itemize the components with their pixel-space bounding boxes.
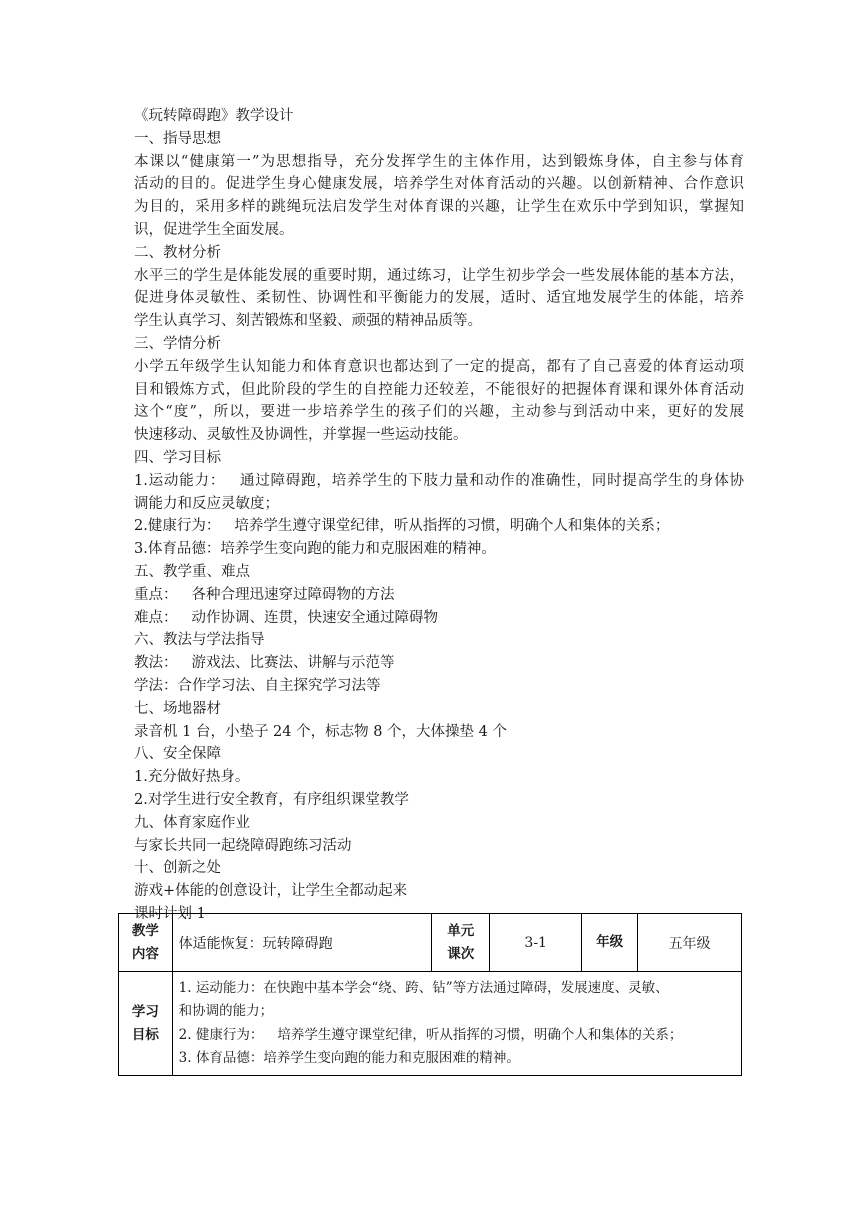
paragraph-row: 这个“度”，所以，要进一步培养学生的孩子们的兴趣，主动参与到活动中来，更好的发展: [134, 404, 744, 421]
teaching-method-text: 游戏法、比赛法、讲解与示范等: [191, 655, 395, 672]
teaching-method: [134, 652, 744, 675]
section-heading-equipment: 七、场地器材: [134, 700, 221, 717]
content-value-cell: 体适能恢复：玩转障碍跑: [172, 914, 432, 972]
innovation-text: 游戏+体能的创意设计，让学生全都动起来: [134, 883, 408, 900]
document-body: [134, 105, 744, 926]
doc-title: 《玩转障碍跑》教学设计: [134, 108, 294, 124]
unit-value-cell: 3-1: [490, 914, 582, 972]
goal-content-cell: [172, 972, 741, 1076]
difficulty-point: [134, 607, 744, 630]
grade-label-cell: 年级: [582, 914, 638, 972]
goal-text: 培养学生遵守课堂纪律，听从指挥的习惯，明确个人和集体的关系；: [234, 518, 670, 535]
learning-method: 学法：合作学习法、自主探究学习法等: [134, 677, 381, 694]
key-point-label: 重点：: [134, 586, 178, 603]
paragraph-row: 本课以“健康第一”为思想指导，充分发挥学生的主体作用，达到锻炼身体，自主参与体育: [134, 153, 744, 170]
paragraph-row: 活动的目的。促进学生身心健康发展，培养学生对体育活动的兴趣。以创新精神、合作意识: [134, 176, 744, 193]
goal-item-3: 3.体育品德：培养学生变向跑的能力和克服困难的精神。: [134, 541, 496, 558]
section-heading-learning-goals: 四、学习目标: [134, 449, 221, 466]
section-heading-innovation: 十、创新之处: [134, 860, 221, 877]
goal-line: 3. 体育品德：培养学生变向跑的能力和克服困难的精神。: [178, 1050, 520, 1066]
paragraph-row: 调能力和反应灵敏度；: [134, 495, 279, 512]
paragraph-row: 学生认真学习、刻苦锻炼和坚毅、顽强的精神品质等。: [134, 313, 482, 330]
section-heading-student-analysis: 三、学情分析: [134, 335, 221, 352]
goal-line: [179, 1024, 735, 1048]
paragraph-row: 促进身体灵敏性、柔韧性、协调性和平衡能力的发展，适时、适宜地发展学生的体能，培养: [134, 290, 744, 307]
paragraph-row: 为目的，采用多样的跳绳玩法启发学生对体育课的兴趣，让学生在欢乐中学到知识，掌握知: [134, 199, 744, 216]
safety-item-2: 2.对学生进行安全教育，有序组织课堂教学: [134, 791, 409, 808]
unit-label-line: 课次: [447, 945, 475, 962]
goal-line: 和协调的能力；: [178, 1003, 274, 1019]
section-heading-material-analysis: 二、教材分析: [134, 244, 221, 261]
difficulty-text: 动作协调、连贯，快速安全通过障碍物: [191, 609, 438, 626]
paragraph-guiding-idea: [134, 151, 744, 242]
key-point-text: 各种合理迅速穿过障碍物的方法: [191, 586, 395, 603]
content-label-cell: [119, 914, 173, 972]
paragraph-row: 小学五年级学生认知能力和体育意识也都达到了一定的提高，都有了自己喜爱的体育运动项: [134, 358, 744, 375]
section-heading-methods: 六、教法与学法指导: [134, 632, 265, 649]
homework-text: 与家长共同一起绕障碍跑练习活动: [134, 837, 352, 854]
lesson-plan-title: 课时计划 1: [134, 905, 206, 922]
teaching-method-label: 教法：: [134, 655, 178, 672]
goal-label-line: 目标: [131, 1026, 159, 1043]
section-heading-guiding-idea: 一、指导思想: [134, 130, 221, 147]
section-heading-key-points: 五、教学重、难点: [134, 563, 250, 580]
goal-label: 1.运动能力：: [134, 472, 226, 489]
paragraph-row: 快速移动、灵敏性及协调性，并掌握一些运动技能。: [134, 427, 468, 444]
goal-label-cell: [119, 972, 173, 1076]
goal-item-1: [134, 470, 744, 516]
paragraph-row: [134, 470, 744, 493]
equipment-text: 录音机 1 台，小垫子 24 个，标志物 8 个，大体操垫 4 个: [134, 723, 507, 740]
content-label-line: 教学: [131, 922, 159, 939]
difficulty-label: 难点：: [134, 609, 178, 626]
table-row: [119, 914, 742, 972]
goal-line: 1. 运动能力：在快跑中基本学会“绕、跨、钻”等方法通过障碍，发展速度、灵敏、: [178, 979, 669, 996]
lesson-plan-table: [118, 913, 742, 1076]
grade-value-cell: 五年级: [638, 914, 742, 972]
goal-item-2: [134, 515, 744, 538]
goal-label-line: 学习: [131, 1003, 159, 1020]
table-row: [119, 972, 742, 1076]
paragraph-row: 目和锻炼方式，但此阶段的学生的自控能力还较差，不能很好的把握体育课和课外体育活动: [134, 381, 744, 398]
goal-text: 通过障碍跑，培养学生的下肢力量和动作的准确性，同时提高学生的身体协: [239, 472, 744, 489]
unit-label-line: 单元: [447, 922, 475, 939]
paragraph-row: 识，促进学生全面发展。: [134, 221, 294, 238]
unit-label-cell: [432, 914, 490, 972]
paragraph-material-analysis: [134, 265, 744, 333]
goal-line-label: 2. 健康行为：: [178, 1026, 264, 1043]
goal-line-text: 培养学生遵守课堂纪律，听从指挥的习惯，明确个人和集体的关系；: [277, 1026, 683, 1043]
safety-item-1: 1.充分做好热身。: [134, 769, 250, 786]
section-heading-safety: 八、安全保障: [134, 746, 221, 763]
paragraph-student-analysis: [134, 356, 744, 447]
goal-label: 2.健康行为：: [134, 518, 221, 535]
paragraph-row: 水平三的学生是体能发展的重要时期，通过练习，让学生初步学会一些发展体能的基本方法，: [134, 267, 744, 284]
content-label-line: 内容: [131, 945, 159, 962]
section-heading-homework: 九、体育家庭作业: [134, 814, 250, 831]
key-point: [134, 584, 744, 607]
